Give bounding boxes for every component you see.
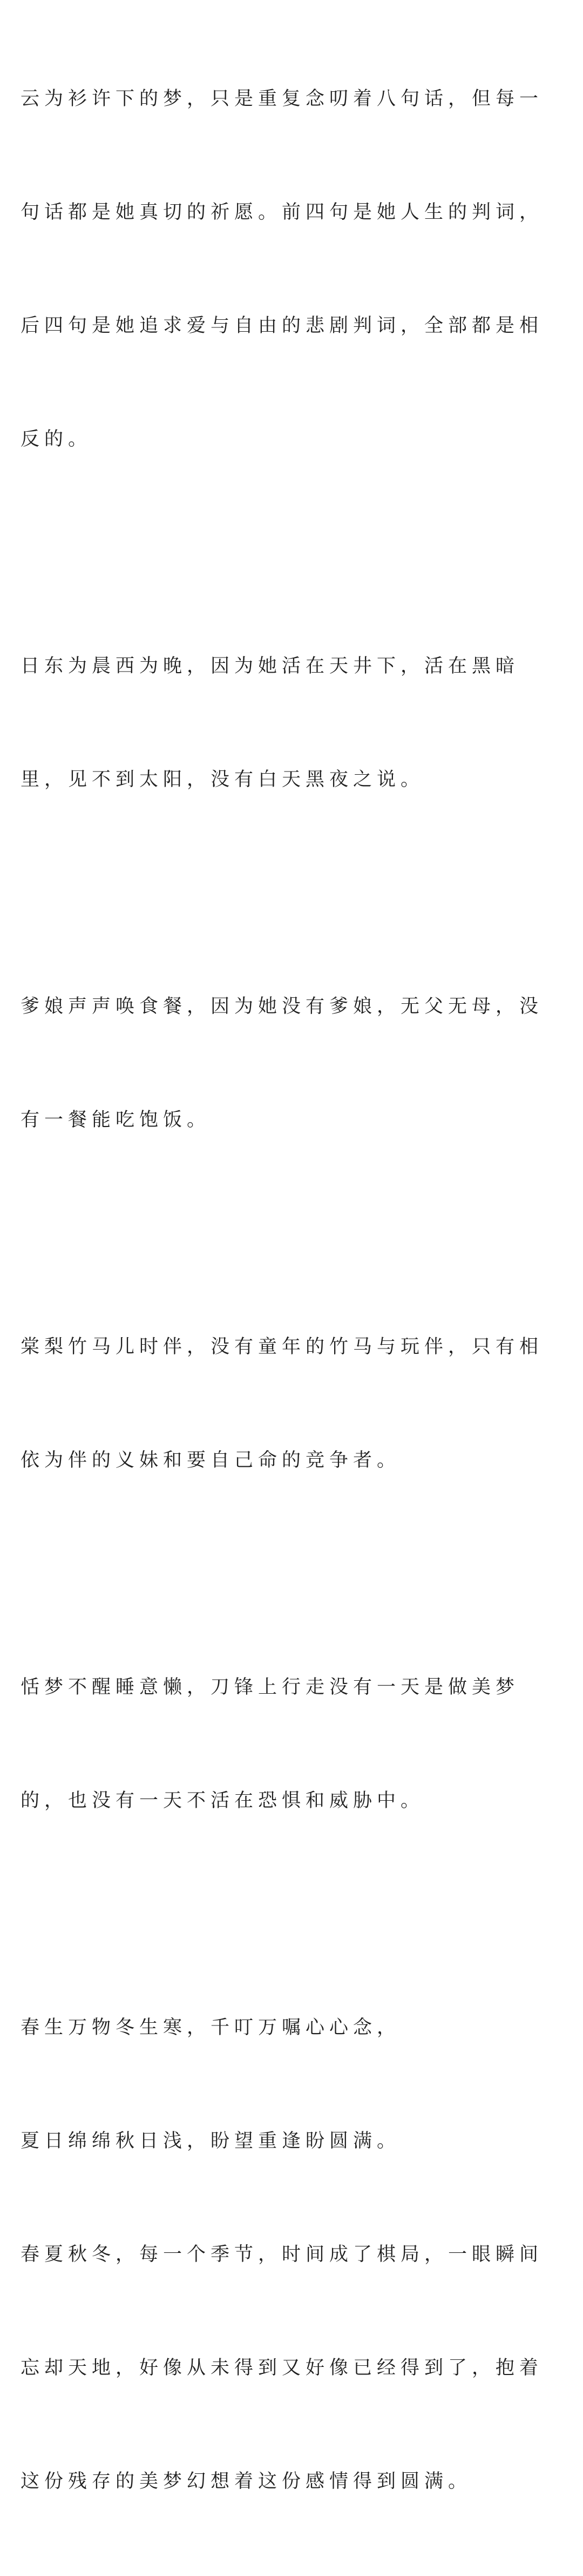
paragraph-6 xyxy=(21,1933,561,2576)
paragraph-gap xyxy=(21,1895,561,1933)
text-line: 夏日绵绵秋日浅，盼望重逢盼圆满。 xyxy=(21,2130,401,2152)
text-line: 这份残存的美梦幻想着这份感情得到圆满。 xyxy=(21,2471,472,2492)
text-line: 依为伴的义妹和要自己命的竞争者。 xyxy=(21,1450,401,1471)
text-line: 日东为晨西为晚，因为她活在天井下，活在黑暗 xyxy=(21,655,520,677)
text-line: 反的。 xyxy=(21,428,92,450)
text-line: 后四句是她追求爱与自由的悲剧判词，全部都是相 xyxy=(21,315,544,337)
text-line: 棠梨竹马儿时伴，没有童年的竹马与玩伴，只有相 xyxy=(21,1336,544,1358)
paragraph-gap xyxy=(21,1215,561,1252)
paragraph-gap xyxy=(21,874,561,912)
paragraph-gap xyxy=(21,534,561,572)
paragraph-3 xyxy=(21,912,561,1215)
text-line: 的，也没有一天不活在恐惧和威胁中。 xyxy=(21,1790,425,1812)
text-line: 忘却天地，好像从未得到又好像已经得到了，抱着 xyxy=(21,2357,544,2379)
text-line: 里，见不到太阳，没有白天黑夜之说。 xyxy=(21,769,425,790)
paragraph-5 xyxy=(21,1593,561,1895)
text-line: 有一餐能吃饱饭。 xyxy=(21,1109,211,1131)
text-line: 恬梦不醒睡意懒，刀锋上行走没有一天是做美梦 xyxy=(21,1676,520,1698)
text-line: 爹娘声声唤食餐，因为她没有爹娘，无父无母，没 xyxy=(21,996,544,1017)
paragraph-1 xyxy=(21,4,561,534)
text-line: 春夏秋冬，每一个季节，时间成了棋局，一眼瞬间 xyxy=(21,2244,544,2265)
text-line: 云为衫许下的梦，只是重复念叨着八句话，但每一 xyxy=(21,88,544,110)
paragraph-4 xyxy=(21,1252,561,1555)
paragraph-2 xyxy=(21,572,561,874)
text-line: 春生万物冬生寒，千叮万嘱心心念， xyxy=(21,2017,401,2038)
paragraph-gap xyxy=(21,1555,561,1593)
text-line: 句话都是她真切的祈愿。前四句是她人生的判词， xyxy=(21,202,544,223)
